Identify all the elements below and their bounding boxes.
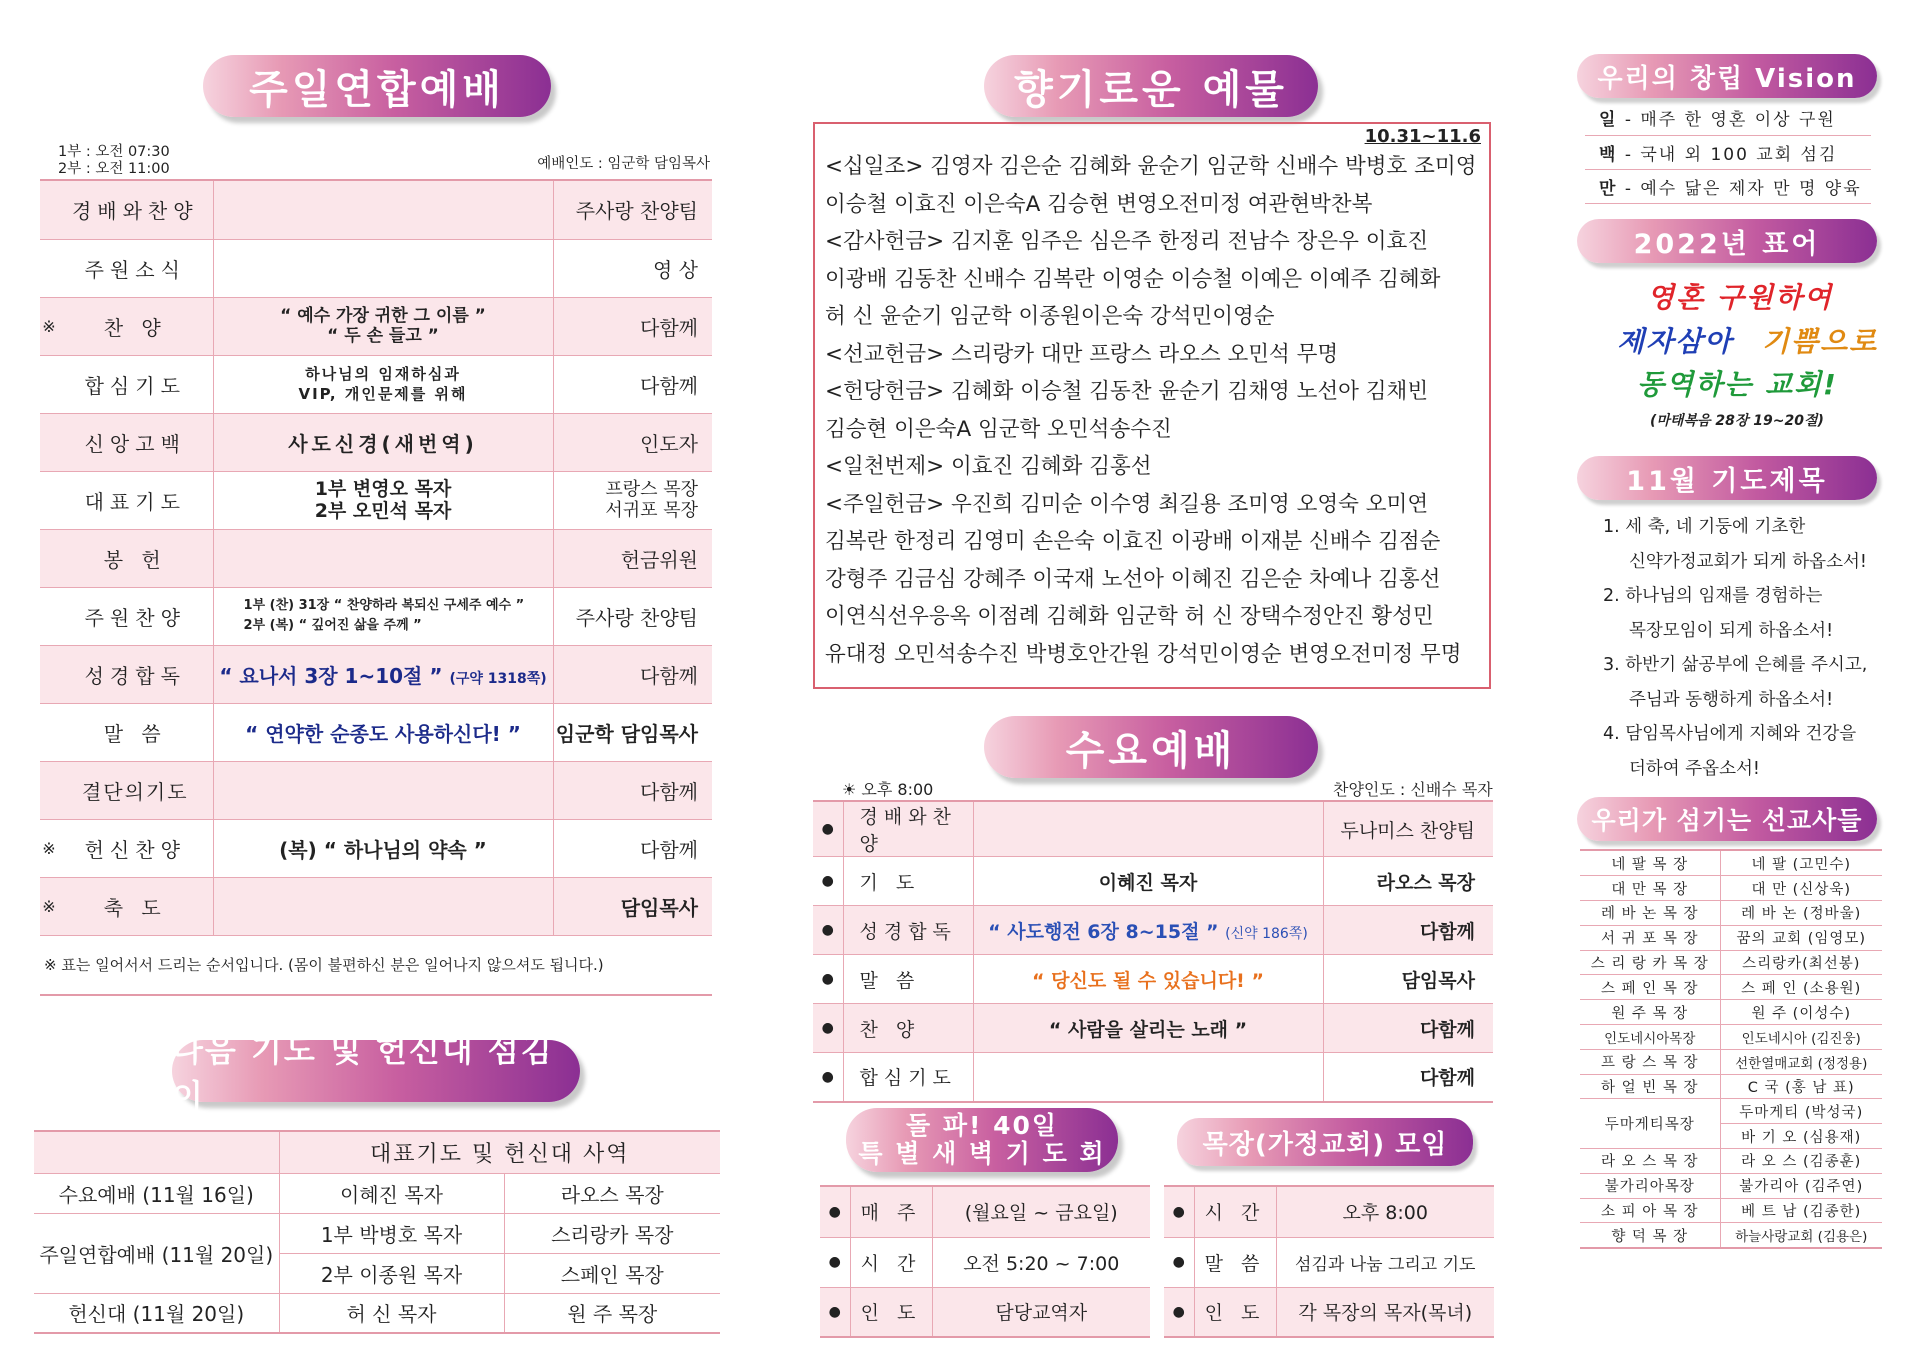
order-row: 합심기도 하나님의 임재하심과 VIP, 개인문제를 위해 다함께 bbox=[40, 355, 712, 413]
order-row: ● 기 도 이혜진 목자 라오스 목장 bbox=[813, 857, 1493, 906]
offering-line: 유대정 오민석송수진 박병호안간원 강석민이영순 변영오전미정 무명 bbox=[825, 641, 1462, 667]
motto-banner: 2022년 표어 bbox=[1577, 219, 1877, 263]
offering-line: 이광배 김동찬 신배수 김복란 이영순 이승철 이예은 이예주 김혜화 bbox=[825, 266, 1441, 292]
order-row: 대표기도 1부 변영오 목자 2부 오민석 목자 프랑스 목장 서귀포 목장 bbox=[40, 471, 712, 529]
sunday-time-1: 1부 : 오전 07:30 bbox=[58, 144, 170, 160]
wednesday-order-table bbox=[813, 800, 1493, 1103]
motto-line-3: 동역하는 교회! bbox=[1637, 368, 1838, 401]
vision-table bbox=[1585, 101, 1871, 204]
cell-group-banner: 목장(가정교회) 모임 bbox=[1177, 1118, 1473, 1166]
prayer-topic-item: 1. 세 축, 네 기둥에 기초한 신약가정교회가 되게 하옵소서! bbox=[1603, 517, 1867, 572]
wednesday-banner: 수요예배 bbox=[984, 716, 1318, 778]
table-row: 2부 이종원 목자 스페인 목장 bbox=[34, 1253, 720, 1293]
order-row: ※ 축 도 담임목사 bbox=[40, 877, 712, 935]
motto-reference: (마태복음 28장 19~20절) bbox=[1650, 413, 1824, 429]
vision-item: 백 - 국내 외 100 교회 섬김 bbox=[1585, 135, 1871, 169]
order-row: 경배와찬양 주사랑 찬양팀 bbox=[40, 181, 712, 239]
table-row: 라 오 스 목 장 라 오 스 (김종훈) bbox=[1580, 1149, 1882, 1174]
order-row: 성경합독 “ 요나서 3장 1~10절 ” (구약 1318쪽) 다함께 bbox=[40, 645, 712, 703]
sunday-order-table bbox=[40, 179, 712, 996]
table-row: 바 기 오 (심용재) bbox=[1580, 1124, 1882, 1149]
prayer-topics-banner: 11월 기도제목 bbox=[1577, 456, 1877, 500]
order-row: 봉 헌 헌금위원 bbox=[40, 529, 712, 587]
order-row: ● 찬 양 “ 사람을 살리는 노래 ” 다함께 bbox=[813, 1004, 1493, 1053]
table-row: ● 인 도 각 목장의 목자(목녀) bbox=[1164, 1287, 1494, 1337]
table-row: 수요예배 (11월 16일) 이혜진 목자 라오스 목장 bbox=[34, 1173, 720, 1213]
next-prayer-header: 대표기도 및 헌신대 사역 bbox=[279, 1131, 720, 1173]
table-row: 소 피 아 목 장 베 트 남 (김종한) bbox=[1580, 1198, 1882, 1223]
table-row: 인도네시아목장 인도네시아 (김진웅) bbox=[1580, 1025, 1882, 1050]
sunday-service-banner: 주일연합예배 bbox=[203, 55, 551, 117]
table-row: 향 덕 목 장 하늘사랑교회 (김용은) bbox=[1580, 1223, 1882, 1248]
order-row: ※ 찬 양 “ 예수 가장 귀한 그 이름 ” “ 두 손 들고 ” 다함께 bbox=[40, 297, 712, 355]
table-row: 하 얼 빈 목 장 C 국 (홍 남 표) bbox=[1580, 1074, 1882, 1099]
table-row: 두마게티목장 두마게티 (박성국) bbox=[1580, 1099, 1882, 1124]
offering-line: 김복란 한정리 김영미 손은숙 이효진 이광배 이재분 신배수 김점순 bbox=[825, 529, 1441, 554]
offering-line: <십일조> 김영자 김은순 김혜화 윤순기 임군학 신배수 박병호 조미영 bbox=[825, 154, 1477, 179]
table-row: 네 팔 목 장 네 팔 (고민수) bbox=[1580, 851, 1882, 876]
table-row: ● 말 씀 섬김과 나눔 그리고 기도 bbox=[1164, 1237, 1494, 1287]
offering-line: 허 신 윤순기 임군학 이종원이은숙 강석민이영순 bbox=[825, 304, 1275, 329]
wednesday-time: ☀ 오후 8:00 bbox=[842, 780, 934, 799]
order-row: ※ 헌신찬양 (복) “ 하나님의 약속 ” 다함께 bbox=[40, 819, 712, 877]
table-row: 불가리아목장 불가리아 (김주연) bbox=[1580, 1173, 1882, 1198]
sunday-time-2: 2부 : 오전 11:00 bbox=[58, 161, 170, 177]
table-row: 서 귀 포 목 장 꿈의 교회 (임영모) bbox=[1580, 925, 1882, 950]
offering-line: <선교헌금> 스리랑카 대만 프랑스 라오스 오민석 무명 bbox=[825, 341, 1339, 367]
prayer-topics-list bbox=[1603, 510, 1893, 786]
order-row: ● 성경합독 “ 사도행전 6장 8~15절 ” (신약 186쪽) 다함께 bbox=[813, 906, 1493, 955]
offering-box bbox=[813, 122, 1491, 689]
vision-item: 일 - 매주 한 영혼 이상 구원 bbox=[1585, 101, 1871, 135]
cell-group-table bbox=[1164, 1185, 1494, 1338]
order-row: ● 합심기도 다함께 bbox=[813, 1053, 1493, 1102]
offering-line: 이승철 이효진 이은숙A 김승현 변영오전미정 여관현박찬복 bbox=[825, 191, 1373, 217]
offering-line: 이연식선우응옥 이점례 김혜화 임군학 허 신 장택수정안진 황성민 bbox=[825, 604, 1434, 629]
table-row: 프 랑 스 목 장 선한열매교회 (정정용) bbox=[1580, 1049, 1882, 1074]
offering-line: <감사헌금> 김지훈 임주은 심은주 한정리 전남수 장은우 이효진 bbox=[825, 229, 1429, 254]
sunday-worship-leader: 예배인도 : 임군학 담임목사 bbox=[537, 156, 710, 172]
table-row: ● 매 주 (월요일 ~ 금요일) bbox=[820, 1187, 1150, 1237]
missionaries-table bbox=[1580, 849, 1882, 1249]
table-row: 원 주 목 장 원 주 (이성수) bbox=[1580, 1000, 1882, 1025]
offering-line: <일천번제> 이효진 김혜화 김홍선 bbox=[825, 454, 1152, 479]
offering-line: 김승현 이은숙A 임군학 오민석송수진 bbox=[825, 416, 1172, 442]
motto-line-1: 영혼 구원하여 bbox=[1647, 281, 1834, 314]
table-row: 헌신대 (11월 20일) 허 신 목자 원 주 목장 bbox=[34, 1293, 720, 1333]
offering-banner: 향기로운 예물 bbox=[984, 55, 1318, 117]
table-row: ● 시 간 오후 8:00 bbox=[1164, 1187, 1494, 1237]
offering-line: <주일헌금> 우진희 김미순 이수영 최길용 조미영 오영숙 오미연 bbox=[825, 491, 1429, 517]
order-row: 결단의기도 다함께 bbox=[40, 761, 712, 819]
order-row: ● 경배와찬양 두나미스 찬양팀 bbox=[813, 802, 1493, 857]
offering-line: <헌당헌금> 김혜화 이승철 김동찬 윤순기 김채영 노선아 김채빈 bbox=[825, 379, 1429, 404]
table-row: ● 시 간 오전 5:20 ~ 7:00 bbox=[820, 1237, 1150, 1287]
motto-line-2a: 제자삼아 bbox=[1617, 325, 1734, 358]
motto-line-2b: 기쁨으로 bbox=[1762, 325, 1879, 358]
standing-note-row: ※ 표는 일어서서 드리는 순서입니다. (몸이 불편하신 분은 일어나지 않으셔도 됩니다.) bbox=[40, 935, 712, 995]
dawn-prayer-table bbox=[820, 1185, 1150, 1338]
missionaries-banner: 우리가 섬기는 선교사들 bbox=[1577, 797, 1877, 841]
table-row: 대 만 목 장 대 만 (신상욱) bbox=[1580, 876, 1882, 901]
order-row: 말 씀 “ 연약한 순종도 사용하신다! ” 임군학 담임목사 bbox=[40, 703, 712, 761]
vision-item: 만 - 예수 닮은 제자 만 명 양육 bbox=[1585, 169, 1871, 203]
vision-banner: 우리의 창립 Vision bbox=[1577, 54, 1877, 98]
table-row: 스 리 랑 카 목 장 스리랑카(최선봉) bbox=[1580, 950, 1882, 975]
next-prayer-table bbox=[34, 1130, 720, 1334]
order-row: ● 말 씀 “ 당신도 될 수 있습니다! ” 담임목사 bbox=[813, 955, 1493, 1004]
order-row: 주원소식 영 상 bbox=[40, 239, 712, 297]
table-row: 레 바 논 목 장 레 바 논 (정바울) bbox=[1580, 901, 1882, 926]
prayer-topic-item: 4. 담임목사님에게 지혜와 건강을 더하여 주옵소서! bbox=[1603, 724, 1857, 779]
order-row: 신앙고백 사도신경(새번역) 인도자 bbox=[40, 413, 712, 471]
prayer-topic-item: 2. 하나님의 임재를 경험하는 목장모임이 되게 하옵소서! bbox=[1603, 586, 1834, 641]
offering-line: 강형주 김금심 강혜주 이국재 노선아 이혜진 김은순 차예나 김홍선 bbox=[825, 566, 1441, 592]
order-row: 주원찬양 1부 (찬) 31장 “ 찬양하라 복되신 구세주 예수 ” 2부 (복) “ 깊어진 삶을 주께 ” 주사랑 찬양팀 bbox=[40, 587, 712, 645]
next-prayer-banner: 다음 기도 및 헌신대 섬김이 bbox=[172, 1040, 580, 1102]
table-row: 주일연합예배 (11월 20일) 1부 박병호 목자 스리랑카 목장 bbox=[34, 1213, 720, 1253]
table-row: ● 인 도 담당교역자 bbox=[820, 1287, 1150, 1337]
dawn-prayer-banner: 돌 파! 40일 특 별 새 벽 기 도 회 bbox=[846, 1108, 1118, 1172]
prayer-topic-item: 3. 하반기 삶공부에 은혜를 주시고, 주님과 동행하게 하옵소서! bbox=[1603, 655, 1868, 710]
table-row: 스 페 인 목 장 스 페 인 (소용원) bbox=[1580, 975, 1882, 1000]
wednesday-leader: 찬양인도 : 신배수 목자 bbox=[1333, 780, 1493, 799]
offering-date: 10.31~11.6 bbox=[1364, 126, 1481, 147]
